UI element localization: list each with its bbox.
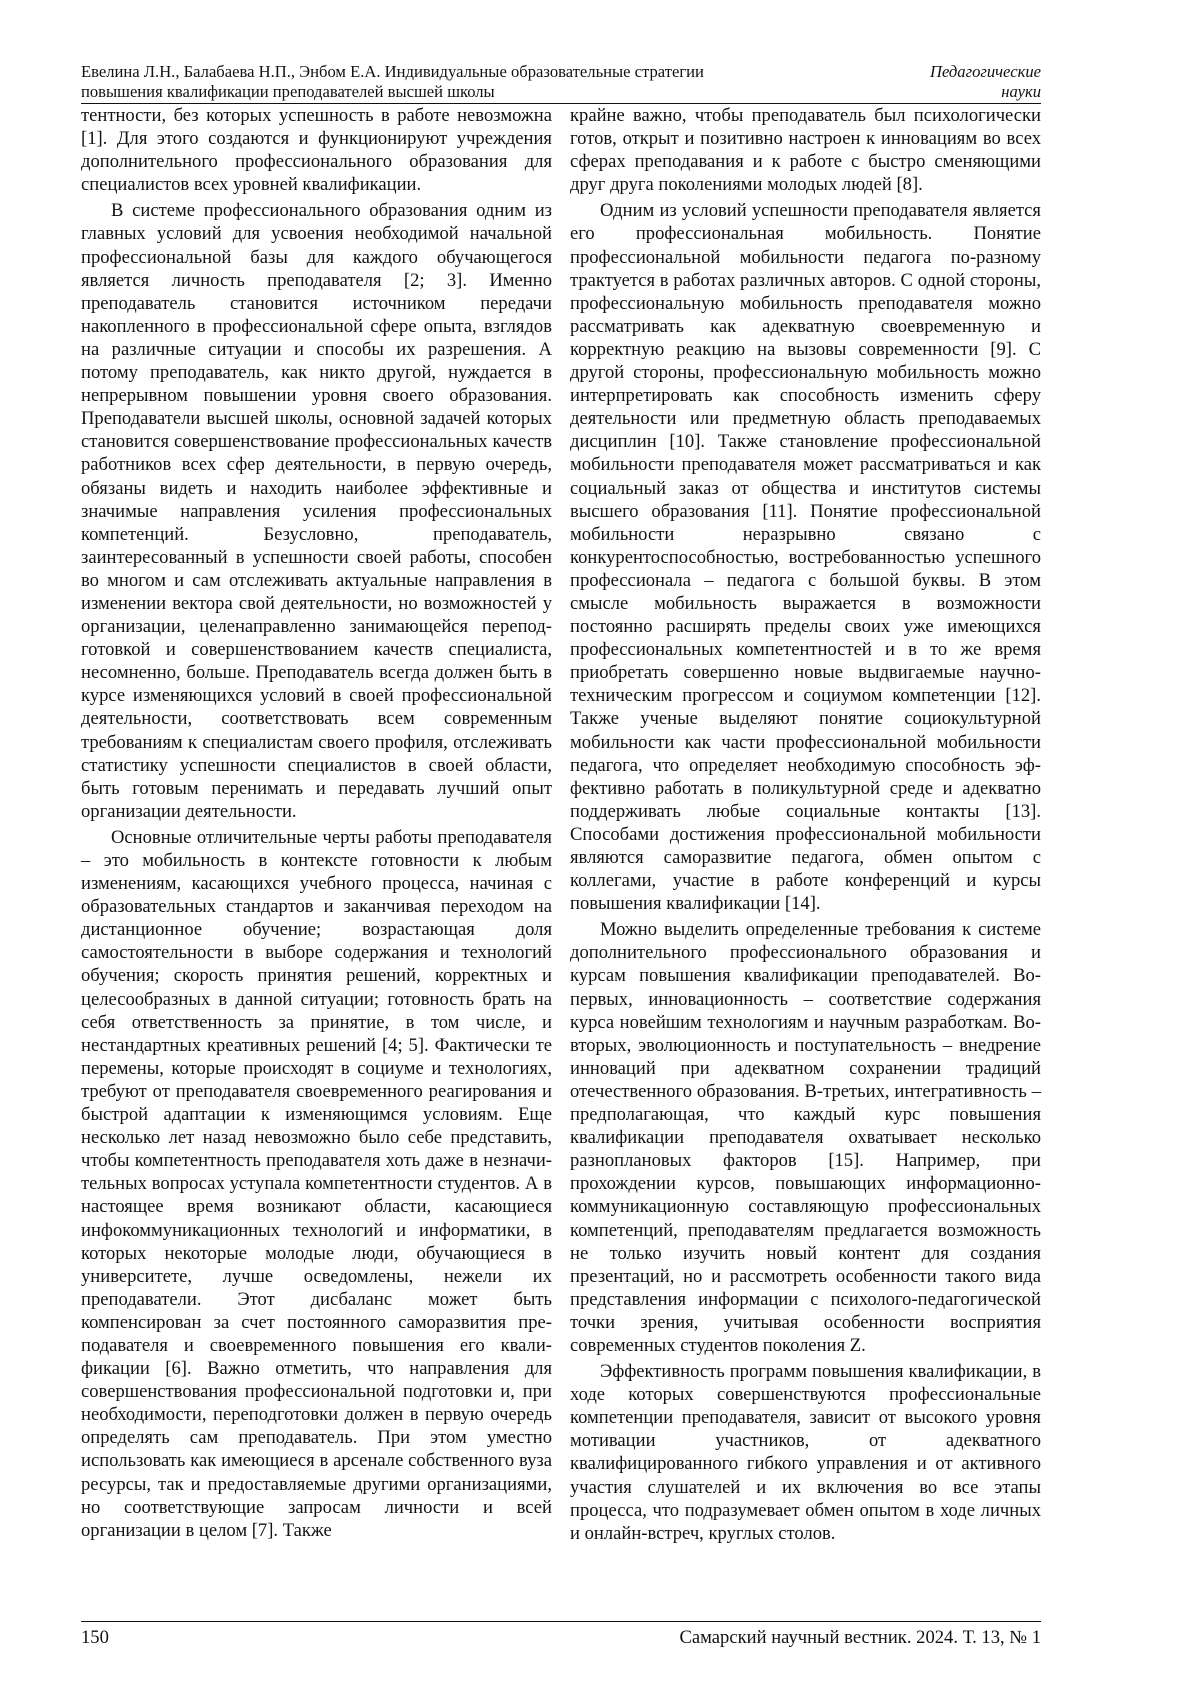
right-paragraph-4: Эффективность программ повышения квалифика­ции, в ходе которых совершенствуются профессио­нальные компетенции преподавателя, зависит от вы­сокого уровня мотивации участников, от адекватного квалифицированного гибкого управления и от ак­тивного участия слушателей и их включения во все этапы процесса, что подразумевает обмен опытом в ходе личных и онлайн-встреч, круглых столов. <box>570 1360 1041 1545</box>
right-column <box>570 104 1041 1545</box>
left-paragraph-2: В системе профессионального образования одним из главных условий для усвоения необходимой на­чальной профессиональной базы для каждого обуча­ющегося является личность преподавателя [2; 3]. Именно преподаватель становится источником пере­дачи накопленного в профессиональной сфере опы­та, взглядов на различные ситуации и способы их разрешения. А потому преподаватель, как никто дру­гой, нуждается в непрерывном повышении уровня своего образования. Преподаватели высшей школы, основной задачей которых становится совершенство­вание профессиональных качеств работников всех сфер деятельности, в первую очередь, обязаны ви­деть и находить наиболее эффективные и значимые направления усиления профессиональных компетен­ций. Безусловно, преподаватель, заинтересованный в успешности своей работы, способен во многом и сам отслеживать актуальные направления в изменении вектора свой деятельности, но возможностей у орга­низации, целенаправленно занимающейся перепод­готовкой и совершенствованием качеств специали­ста, несомненно, больше. Преподаватель всегда дол­жен быть в курсе изменяющихся условий в своей про­фессиональной деятельности, соответствовать всем современным требованиям к специалистам своего профиля, отслеживать статистику успешности специ­алистов в своей области, быть готовым перенимать и передавать лучший опыт организации деятельности. <box>81 199 552 823</box>
footer-rule <box>81 1621 1041 1622</box>
left-column <box>81 104 552 1542</box>
running-header <box>81 62 1041 102</box>
header-section-line-1: Педагогические <box>841 62 1041 82</box>
left-paragraph-1: тентности, без которых успешность в работе невоз­можна [1]. Для этого создаются и функционируют уч­реждения дополнительного профессионального об­разования для специалистов всех уровней квалифи­кации. <box>81 104 552 196</box>
journal-page <box>0 0 1200 1697</box>
journal-reference: Самарский научный вестник. 2024. Т. 13, № 1 <box>680 1626 1041 1649</box>
header-section-line-2: науки <box>841 82 1041 102</box>
header-section <box>841 62 1041 102</box>
header-citation-line-2: повышения квалификации преподавателей высшей школы <box>81 82 801 102</box>
left-paragraph-3: Основные отличительные черты работы препода­вателя – это мобильность в контексте готовности к любым изменениям, касающихся учебного процесса, начиная с образовательных стандартов и заканчивая переходом на дистанционное обучение; возрастаю­щая доля самостоятельности в выборе содержания и технологий обучения; скорость принятия решений, корректных и целесообразных в данной ситуации; готовность брать на себя ответственность за приня­тие, в том числе, и нестандартных креативных реше­ний [4; 5]. Фактически те перемены, которые проис­ходят в социуме и технологиях, требуют от препода­вателя своевременного реагирования и быстрой адап­тации к изменяющимся условиям. Еще несколько лет назад невозможно было себе представить, чтобы компетентность преподавателя хоть даже в незначи­тельных вопросах уступала компетентности студен­тов. А в настоящее время возникают области, каса­ющиеся инфокоммуникационных технологий и ин­форматики, в которых некоторые молодые люди, обучающиеся в университете, лучше осведомлены, нежели их преподаватели. Этот дисбаланс может быть компенсирован за счет постоянного саморазвития пре­подавателя и своевременного повышения его квали­фикации [6]. Важно отметить, что направления для совершенствования профессиональной подготовки и, при необходимости, переподготовки должен в пер­вую очередь определять сам преподаватель. При этом уместно использовать как имеющиеся в арсенале собственного вуза ресурсы, так и предоставляемые другими организациями, но соответствующие запро­сам личности и всей организации в целом [7]. Также <box>81 826 552 1542</box>
right-paragraph-3: Можно выделить определенные требования к си­стеме дополнительного профессионального образова­ния и курсам повышения квалификации преподава­телей. Во-первых, инновационность – соответствие содержания курса новейшим технологиям и научным разработкам. Во-вторых, эволюционность и поступа­тельность – внедрение инноваций при адекватном сохранении традиций отечественного образования. В-третьих, интегративность – предполагающая, что каждый курс повышения квалификации препода­вателя охватывает несколько разноплановых факторов [15]. Например, при прохождении курсов, повыша­ющих информационно-коммуникационную состав­ляющую профессиональных компетенций, препода­вателям предлагается возможность не только изу­чить новый контент для создания презентаций, но и рассмотреть особенности такого вида представления информации с психолого-педагогической точки зре­ния, учитывая особенности восприятия современных студентов поколения Z. <box>570 918 1041 1357</box>
header-citation-line-1: Евелина Л.Н., Балабаева Н.П., Энбом Е.А. Индивидуальные образовательные стратегии <box>81 62 801 82</box>
running-footer <box>81 1626 1041 1650</box>
right-paragraph-2: Одним из условий успешности преподавателя яв­ляется его профессиональная мобильность. Понятие профессиональной мобильности педагога по-разному трактуется в работах различных авторов. С одной стороны, профессиональную мобильность препода­вателя можно рассматривать как адекватную свое­временную и корректную реакцию на вызовы совре­менности [9]. С другой стороны, профессиональную мобильность можно интерпретировать как способ­ность изменить сферу деятельности или предметную область преподаваемых дисциплин [10]. Также ста­новление профессиональной мобильности препода­вателя может рассматриваться и как социальный за­каз от общества и институтов системы высшего об­разования [11]. Понятие профессиональной мобиль­ности неразрывно связано с конкурентоспособностью, востребованностью успешного профессионала – пе­дагога с большой буквы. В этом смысле мобильность выражается в возможности постоянно расширять пределы своих уже имеющихся профессиональных компетентностей и в то же время приобретать со­вершенно новые выдвигаемые научно-техническим прогрессом и социумом компетенции [12]. Также ученые выделяют понятие социокультурной мобиль­ности как части профессиональной мобильности пе­дагога, что определяет необходимую способность эф­фективно работать в поликультурной среде и адек­ватно поддерживать любые социальные контакты [13]. Способами достижения профессиональной мобиль­ности являются саморазвитие педагога, обмен опы­том с коллегами, участие в работе конференций и курсы повышения квалификации [14]. <box>570 199 1041 915</box>
page-number: 150 <box>81 1626 109 1649</box>
header-citation <box>81 62 801 102</box>
right-paragraph-1: крайне важно, чтобы преподаватель был психологи­чески готов, открыт и позитивно настроен к иннова­циям во всех сферах преподавания и к работе с быстро сменяющими друг друга поколениями моло­дых людей [8]. <box>570 104 1041 196</box>
